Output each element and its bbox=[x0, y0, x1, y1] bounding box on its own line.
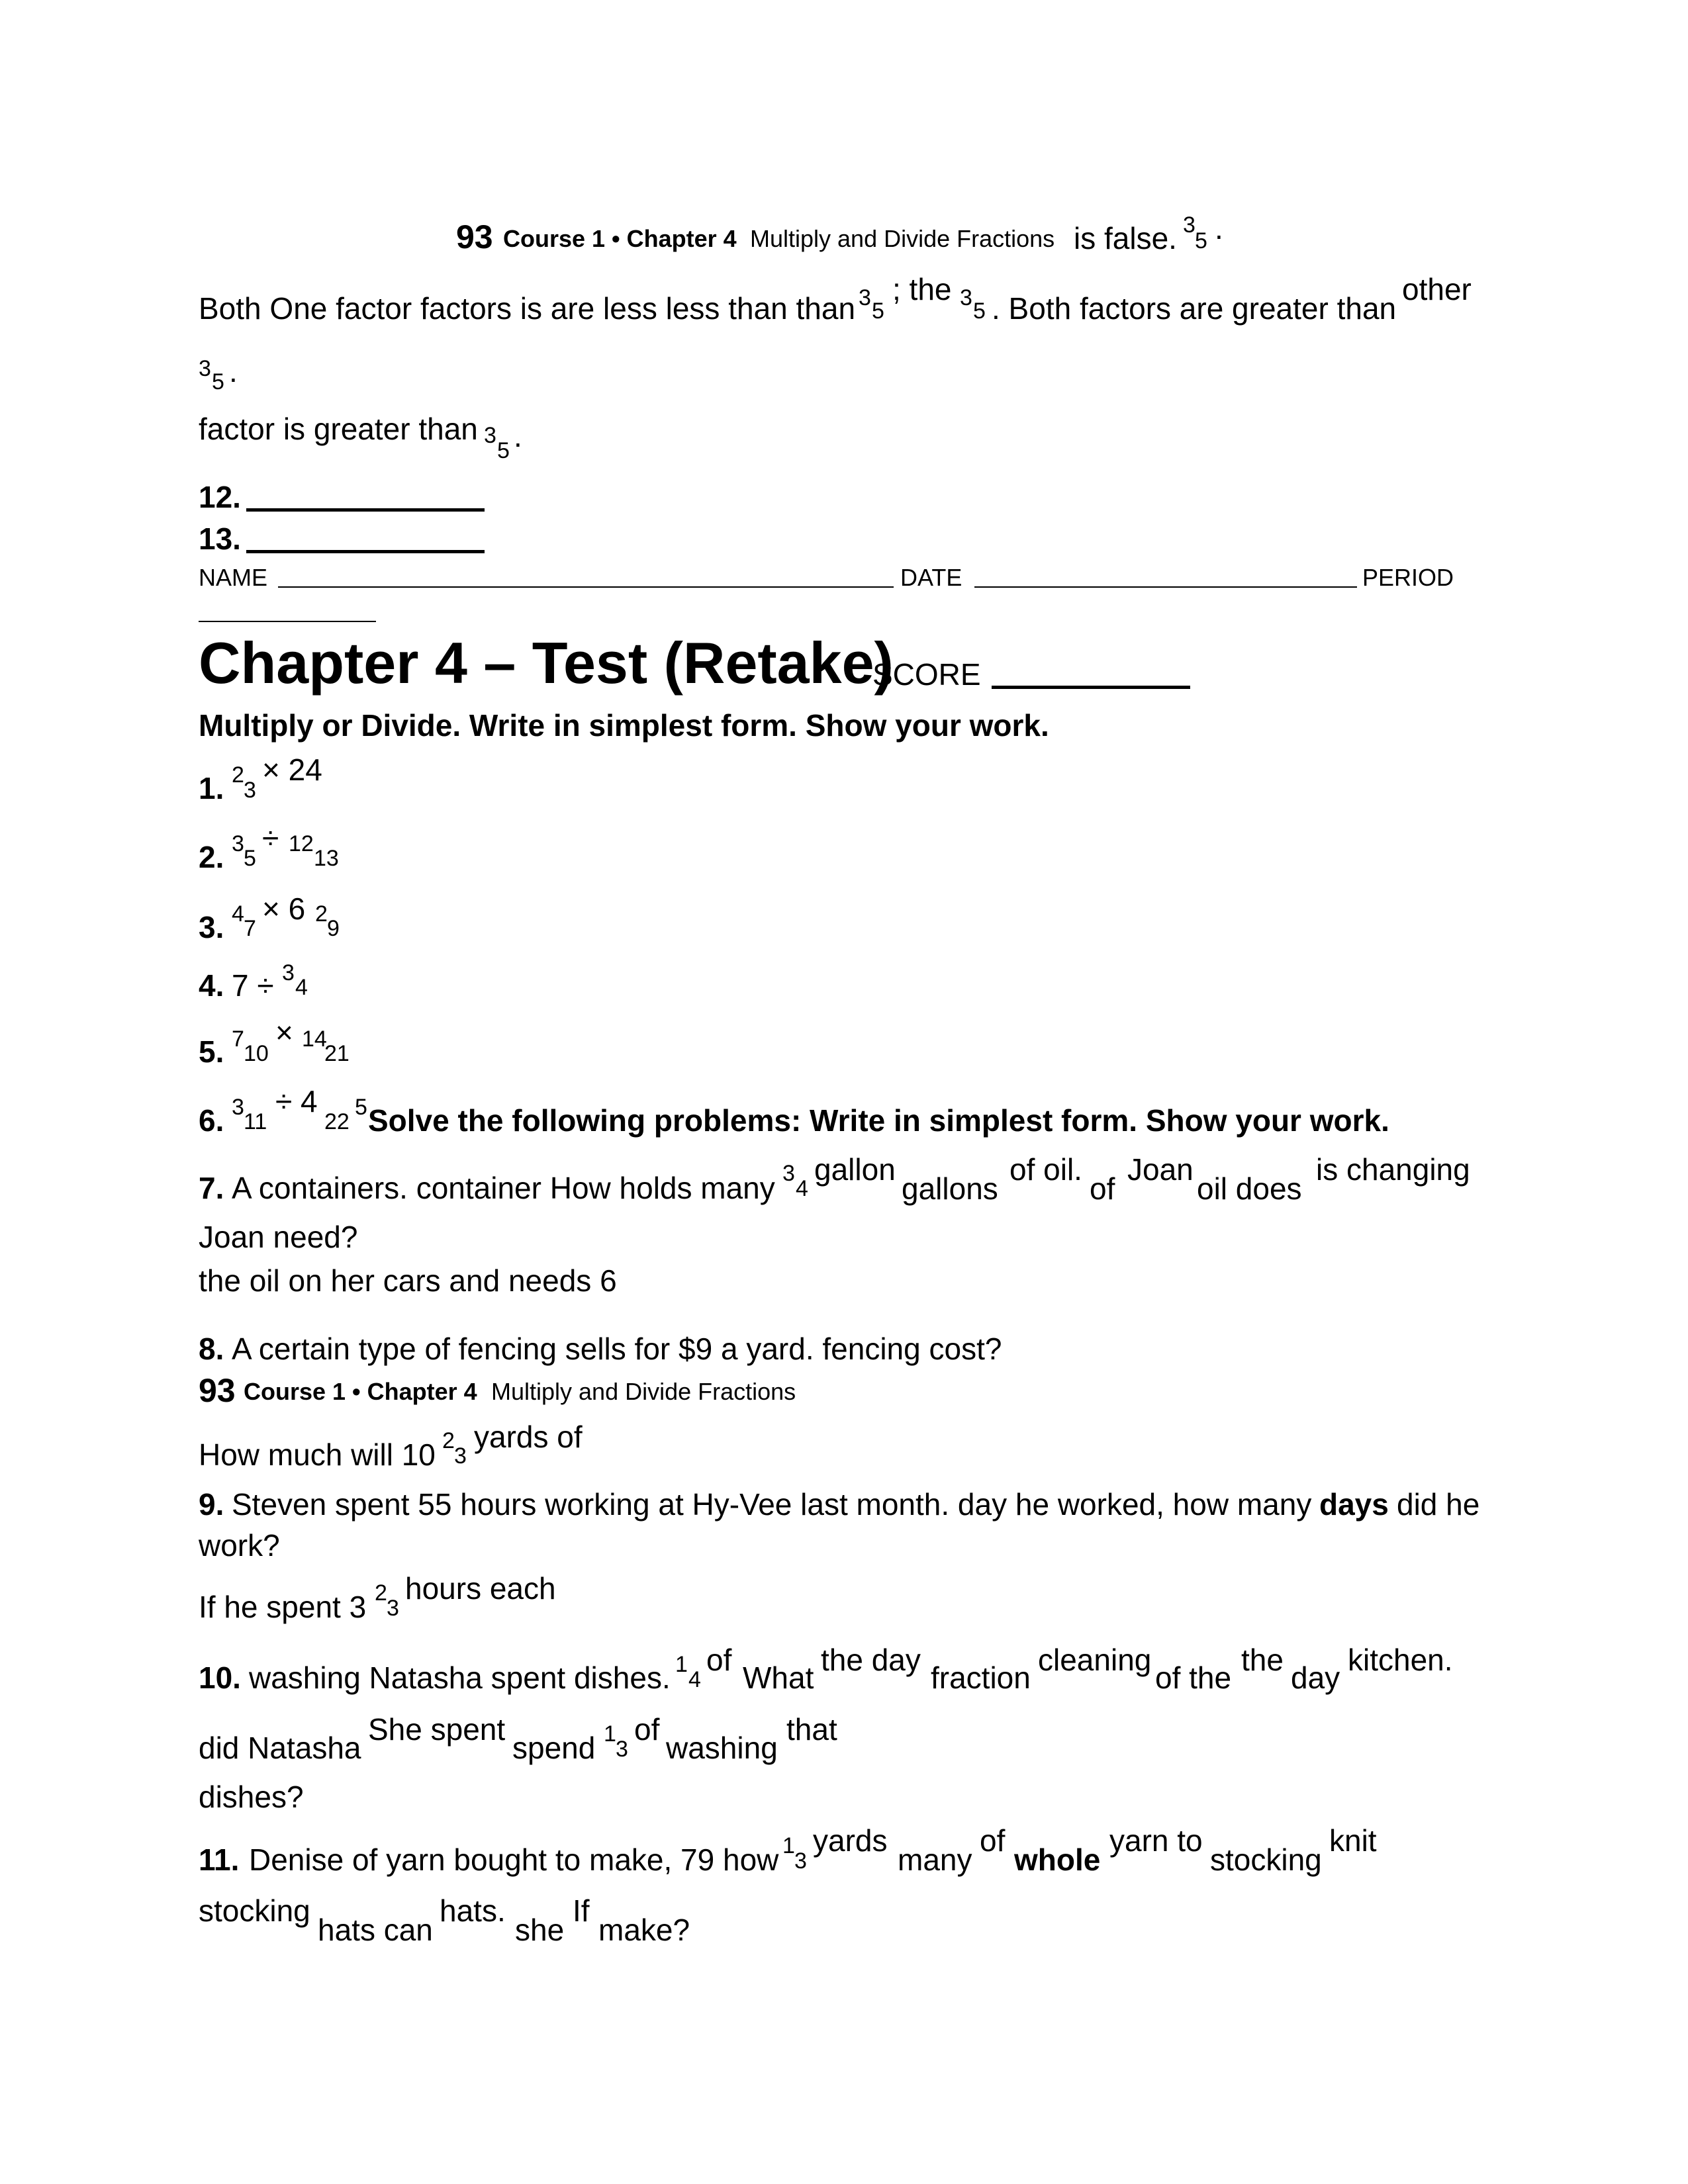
frac-den: 5 bbox=[244, 846, 256, 871]
problem-word: the day bbox=[821, 1643, 921, 1677]
problem-expression: 7 ÷ bbox=[232, 968, 274, 1003]
frac-den: 3 bbox=[616, 1737, 628, 1762]
name-field[interactable] bbox=[278, 586, 894, 588]
problem-text: Steven spent 55 hours working at Hy-Vee last month. day he worked, how many bbox=[232, 1487, 1312, 1522]
frac-num: 2 bbox=[375, 1580, 387, 1606]
frac-den: 5 bbox=[973, 298, 986, 324]
choice-line1-tail: . Both factors are greater than bbox=[992, 291, 1397, 326]
score-field[interactable] bbox=[992, 686, 1190, 689]
problem-word: spend bbox=[512, 1731, 596, 1765]
frac-num: 2 bbox=[232, 762, 244, 788]
problem-word: make? bbox=[598, 1913, 690, 1947]
frac-den: 10 bbox=[244, 1041, 269, 1066]
period-label: PERIOD bbox=[1362, 564, 1454, 591]
section2-instructions: Solve the following problems: Write in simplest form. Show your work. bbox=[368, 1103, 1389, 1138]
problem-number: 4. bbox=[199, 968, 224, 1003]
problem-word: of bbox=[706, 1643, 732, 1677]
answer-12-blank[interactable] bbox=[246, 508, 485, 512]
page-title: Chapter 4 – Test (Retake) bbox=[199, 630, 894, 696]
problem-number: 10. bbox=[199, 1661, 241, 1695]
frac-den: 3 bbox=[387, 1596, 399, 1621]
name-label: NAME bbox=[199, 564, 268, 591]
problem-number: 7. bbox=[199, 1171, 224, 1205]
problem-word: is changing bbox=[1316, 1152, 1470, 1187]
frac-den: 3 bbox=[454, 1443, 467, 1469]
frac-dot: . bbox=[514, 419, 522, 453]
frac-num: 14 bbox=[302, 1026, 327, 1052]
problem-text: Joan need? bbox=[199, 1220, 358, 1254]
problem-text: dishes? bbox=[199, 1780, 304, 1814]
frac-dot: . bbox=[229, 354, 238, 388]
frac-dot: . bbox=[1215, 211, 1223, 246]
frac-num: 3 bbox=[282, 960, 295, 985]
problem-word: If bbox=[573, 1893, 590, 1928]
problem-word: knit bbox=[1329, 1823, 1377, 1858]
problem-number: 1. bbox=[199, 771, 224, 805]
answer-13-label: 13. bbox=[199, 522, 241, 556]
problem-word: that bbox=[786, 1712, 837, 1747]
problem-word: hats can bbox=[318, 1913, 433, 1947]
frac-num: 1 bbox=[604, 1721, 616, 1747]
problem-word: kitchen. bbox=[1348, 1643, 1453, 1677]
problem-word: she bbox=[515, 1913, 565, 1947]
frac-den: 21 bbox=[324, 1041, 350, 1066]
frac-num: 1 bbox=[675, 1652, 688, 1677]
frac-den: 4 bbox=[688, 1667, 701, 1692]
frac-num: 2 bbox=[315, 901, 328, 927]
frac-den: 5 bbox=[872, 298, 884, 324]
frac-den: 5 bbox=[1195, 228, 1207, 253]
problem-text: did he bbox=[1397, 1487, 1480, 1522]
frac-num: 3 bbox=[199, 356, 211, 381]
frac-num: 3 bbox=[484, 423, 496, 448]
problem-word: of the bbox=[1155, 1661, 1232, 1695]
problem-operator: ÷ bbox=[262, 821, 279, 855]
frac-num: 4 bbox=[232, 901, 244, 927]
problem-word: gallon bbox=[814, 1152, 896, 1187]
problem-text: yards of bbox=[474, 1420, 583, 1454]
frac-den: 9 bbox=[327, 916, 340, 941]
choice-line3: factor is greater than bbox=[199, 412, 478, 446]
frac-num: 3 bbox=[232, 1095, 244, 1120]
problem-word: Joan bbox=[1127, 1152, 1194, 1187]
course-label: Course 1 • Chapter 4 bbox=[244, 1378, 477, 1405]
problem-word: washing bbox=[666, 1731, 778, 1765]
frac-den: 11 bbox=[244, 1109, 267, 1134]
frac-num: 12 bbox=[289, 831, 314, 856]
problem-word: of oil. bbox=[1009, 1152, 1082, 1187]
answer-13-blank[interactable] bbox=[246, 550, 485, 553]
problem-number: 9. bbox=[199, 1487, 224, 1522]
frac-num: 3 bbox=[859, 285, 871, 310]
problem-text: work? bbox=[199, 1528, 280, 1563]
problem-word: day bbox=[1291, 1661, 1340, 1695]
section1-instructions: Multiply or Divide. Write in simplest form. Show your work. bbox=[199, 708, 1049, 743]
problem-text: hours each bbox=[405, 1571, 556, 1606]
problem-text: A containers. container How holds many bbox=[232, 1171, 775, 1205]
subject-label: Multiply and Divide Fractions bbox=[491, 1378, 796, 1405]
frac-num: 3 bbox=[782, 1161, 795, 1186]
date-label: DATE bbox=[900, 564, 962, 591]
subject-label: Multiply and Divide Fractions bbox=[750, 225, 1055, 252]
date-field[interactable] bbox=[974, 586, 1357, 588]
problem-text: How much will 10 bbox=[199, 1437, 436, 1472]
course-label: Course 1 • Chapter 4 bbox=[503, 225, 737, 252]
problem-text: stocking bbox=[199, 1893, 310, 1928]
problem-word: She spent bbox=[368, 1712, 506, 1747]
answer-12-label: 12. bbox=[199, 480, 241, 514]
problem-number: 11. bbox=[199, 1843, 240, 1877]
problem-word: hats. bbox=[440, 1893, 506, 1928]
problem-operator: ÷ 4 bbox=[275, 1084, 318, 1118]
problem-text: did Natasha bbox=[199, 1731, 361, 1765]
problem-operator: × bbox=[275, 1015, 293, 1050]
frac-den: 13 bbox=[314, 846, 339, 871]
frac-num: 22 bbox=[324, 1109, 350, 1134]
problem-word: fraction bbox=[931, 1661, 1031, 1695]
problem-word: the bbox=[1241, 1643, 1284, 1677]
problem-word: gallons bbox=[902, 1171, 998, 1206]
frac-den: 3 bbox=[244, 778, 256, 803]
frac-num: 3 bbox=[232, 831, 244, 856]
frac-den: 5 bbox=[355, 1095, 367, 1120]
choice-line1: Both One factor factors is are less less than than bbox=[199, 291, 856, 326]
problem-operator: × 6 bbox=[262, 891, 306, 926]
problem-text: A certain type of fencing sells for $9 a yard. fencing cost? bbox=[232, 1332, 1002, 1366]
problem-word: of bbox=[1090, 1171, 1115, 1206]
footer-tail: is false. bbox=[1074, 221, 1177, 255]
frac-den: 5 bbox=[212, 369, 224, 394]
period-field[interactable] bbox=[199, 621, 376, 622]
frac-den: 5 bbox=[497, 438, 510, 463]
frac-num: 1 bbox=[782, 1833, 795, 1858]
frac-den: 4 bbox=[796, 1176, 808, 1201]
problem-text: Denise of yarn bought to make, 79 how bbox=[249, 1843, 779, 1877]
choice-line1-super: other bbox=[1402, 272, 1472, 306]
frac-den: 7 bbox=[244, 916, 256, 941]
problem-expression: × 24 bbox=[262, 752, 322, 787]
problem-text: washing Natasha spent dishes. bbox=[249, 1661, 671, 1695]
problem-text: the oil on her cars and needs 6 bbox=[199, 1263, 617, 1298]
problem-word: oil does bbox=[1197, 1171, 1302, 1206]
problem-text: If he spent 3 bbox=[199, 1590, 367, 1624]
choice-semi-the: ; the bbox=[892, 272, 952, 306]
frac-den: 3 bbox=[794, 1848, 807, 1874]
problem-word: cleaning bbox=[1038, 1643, 1152, 1677]
problem-number: 5. bbox=[199, 1034, 224, 1069]
problem-bold-word: days bbox=[1319, 1487, 1389, 1522]
problem-word: many bbox=[898, 1843, 972, 1877]
page-number: 93 bbox=[199, 1372, 236, 1409]
problem-number: 3. bbox=[199, 910, 224, 944]
problem-word: yards bbox=[813, 1823, 888, 1858]
frac-den: 4 bbox=[295, 975, 308, 1000]
score-label: SCORE bbox=[872, 657, 981, 692]
frac-num: 7 bbox=[232, 1026, 244, 1052]
frac-num: 3 bbox=[960, 285, 972, 310]
problem-word: stocking bbox=[1210, 1843, 1322, 1877]
problem-word: of bbox=[634, 1712, 660, 1747]
problem-number: 8. bbox=[199, 1332, 224, 1366]
problem-word: of bbox=[980, 1823, 1006, 1858]
problem-number: 2. bbox=[199, 840, 224, 874]
problem-word: yarn to bbox=[1109, 1823, 1203, 1858]
frac-num: 2 bbox=[442, 1428, 455, 1453]
problem-bold-word: whole bbox=[1014, 1843, 1101, 1877]
page-number: 93 bbox=[456, 218, 493, 255]
problem-number: 6. bbox=[199, 1103, 224, 1138]
frac-num: 3 bbox=[1183, 212, 1196, 238]
problem-word: What bbox=[743, 1661, 814, 1695]
